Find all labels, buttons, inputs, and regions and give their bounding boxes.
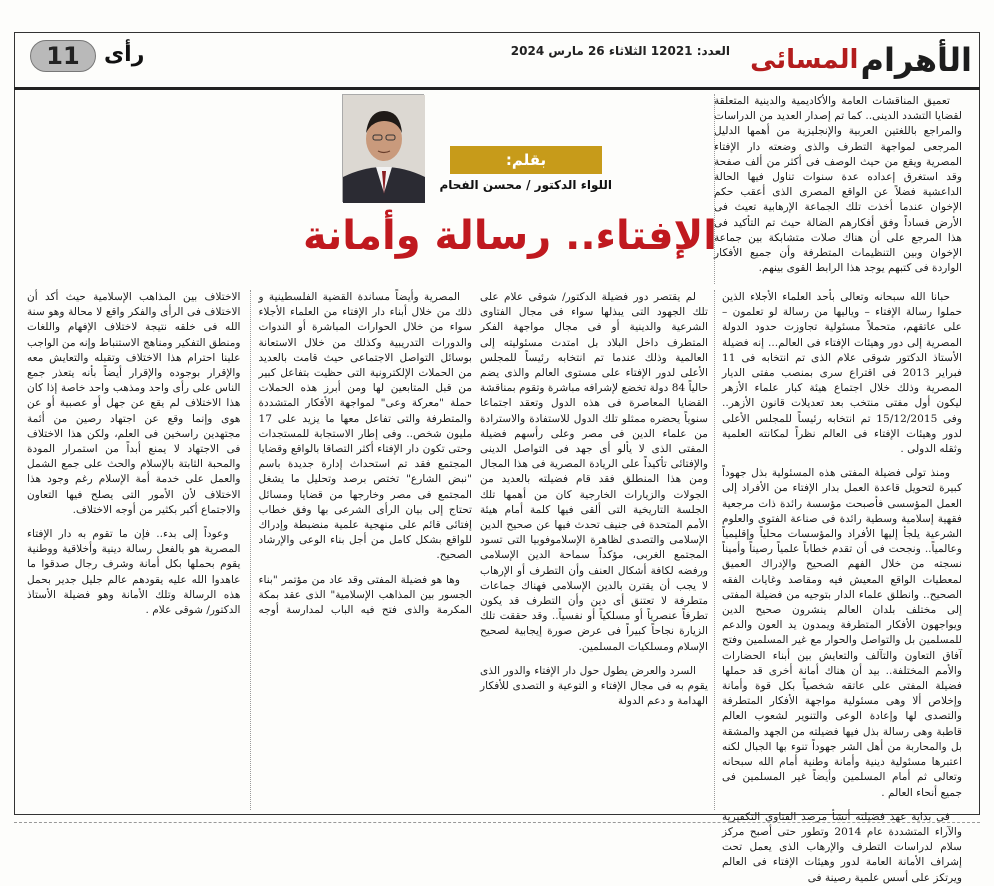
issue-date-line: العدد: 12021 الثلاثاء 26 مارس 2024 bbox=[510, 44, 730, 58]
article-column-right bbox=[722, 290, 962, 884]
article-column-top bbox=[714, 94, 962, 284]
article-column-left bbox=[27, 290, 472, 810]
masthead-logo bbox=[750, 38, 972, 82]
page-number: 11 bbox=[46, 42, 80, 70]
author-name: اللواء الدكتور / محسن الفحام bbox=[439, 178, 612, 192]
paragraph: لم يقتصر دور فضيلة الدكتور/ شوقى علام على تلك الجهود التى يبذلها سواء فى مجال الفتاوى الشرعية والدينية أو فى مجال مواجهة الفكر المتطرف داخل البلاد بل امتدت مسئوليته إلى العالمية وذلك عندما تم انتخابه رئيساً للمجلس الأعلى لدور الإفتاء على مستوى العالم والذى يضم حالياً 84 دولة تخضع لإشرافه مباشرة وتقوم بمناقشة القضايا المعاصرة فى هذه الدول وتعقد اجتماعا سنوياً يحضره ممثلو تلك الدول للاستفادة والاسترادة من علماء الدين فى مصر وعلى رأسهم فضيلة المفتى الذى لا يألو أى جهد فى التواصل الدينى والإفتائى تأكيداً على الريادة المصرية فى هذا المجال ومن هذا المنطلق فقد قام فضيلته بالعديد من الجولات والزيارات الخارجية كان من أهمها تلك الجلسة التاريخية التى ألقى فيها كلمة أمام هيئة الأمم المتحدة فى جنيف تحدث فيها عن صحيح الدين الإسلامى والتصدى لظاهرة الإسلاموفوبيا التى تسود المجتمع الغربى، مؤكداً سماحة الدين الإسلامى ورفضه لكافة أشكال العنف وأن التطرف أو الإرهاب لا يجب أن يقترن بالدين الإسلامى فهناك جماعات متطرفة لا تعتنق أى دين وأن التطرف قد يكون تطرفاً عنصرياً أو مسلكياً أو نفسياً.. وقد حققت تلك الزيارة نجاحاً كبيراً فى عرض صورة إيجابية لصحيح الإسلام ومسلكيات المسلمين. bbox=[480, 291, 708, 653]
paragraph: المصرية وأيضاً مساندة القضية الفلسطينية و ذلك من خلال أبناء دار الإفتاء من العلماء الأجلاء سواء من خلال الحوارات المباشرة أو الندوات والدورات التدريبية وكذلك من خلال الاستعانة بوسائل التواصل الاجتماعى حيث قامت بالعديد من الحملات الإلكترونية التى حظيت بتفاعل كبير من قبل المتابعين لها ومن أبرز هذه الحملات حملة "معركة وعى" لمواجهة الأفكار المتشددة والمتطرفة والتى تفاعل معها ما يزيد على 17 مليون شخص.. وفى إطار الاستجابة للمستجدات وحتى تكون دار الإفتاء أكثر التصاقا بالواقع وقضايا المجتمع فقد تم استحداث إدارة جديدة باسم "نبض الشارع" تختص برصد وتحليل ما يشغل المجتمع فى مصر وخارجها من قضايا ومسائل تحتاج إلى بيان الرأى الشرعى بها وفق خطاب إفتائى قائم على منهجية علمية منضبطة وإدراك للواقع بشكل كامل من أجل بناء الوعى والإرشاد الصحيح. bbox=[258, 291, 472, 562]
paragraph: ومنذ تولى فضيلة المفتى هذه المسئولية بذل جهوداً كبيرة لتحويل قاعدة العمل بدار الإفتاء من الأفراد إلى العمل المؤسسى فأصبحت مؤسسة رائدة ذات مرجعية فقهية إسلامية وسطية رائدة فى صناعة الفتوى والعلوم الشرعية يلجأ إليها الأفراد والمؤسسات محلياً وإقليمياً وعالمياً.. ونجحت فى أن تقدم خطاباً علمياً رصيناً وأميناً نسجته من خلال الفهم الصحيح والإدراك العميق لمعطيات الواقع المعيش فيه ومقاصد وغايات الفقه الصحيح.. وانطلق علماء الدار بتوجيه من فضيلة المفتى إلى مختلف بلدان العالم ينشرون صحيح الدين ويواجهون الأفكار المتطرفة ويمدون يد العون والدعم للمسلمين بل والتواصل والحوار مع غير المسلمين وفتح آفاق التعاون والتآلف والتعايش بين أبناء الحضارات والأمم المختلفة.. بيد أن هناك أمانة أخرى قد حملها فضيلة المفتى على عاتقه شخصياً بكل قوة وأمانة وإخلاص ألا وهى مسئولية مواجهة الأفكار المتطرفة والتصدى لها وإعادة الوعى والتنوير لشعوب العالم قاطبة وهى رسالة بذل فيها فضيلته من الجهد والمشقة بل والمحاربة من أهل الشر جهوداً تنوء بها الجبال لكنه اعتبرها مسئولية دينية وأمانة وطنية أمام الله سبحانه وتعالى ثم أمام المسلمين وأيضاً غير المسلمين فى جميع أنحاء العالم . bbox=[722, 467, 962, 799]
bottom-rule bbox=[14, 822, 980, 823]
paragraph: وعوداً إلى بدء.. فإن ما تقوم به دار الإفتاء المصرية هو بالفعل رسالة دينية وأخلاقية ووطنية يقوم بحملها بكل أمانة وشرف رجال صدقوا ما عاهدوا الله عليه يقودهم عالم جليل جدير بحمل هذه الرسالة وتلك الأمانة وهو فضيلة الأستاذ الدكتور/ شوقى علام . bbox=[27, 528, 241, 617]
paragraph: وها هو فضيلة المفتى وقد عاد من مؤتمر "بناء الجسور بين المذاهب الإسلامية" الذى عقد بمكة المكرمة والذى فتح فيه الباب لمدارسة أوجه الاختلاف بين المذاهب الإسلامية حيث أكد أن الاختلاف فى الرأى والفكر واقع لا محالة وهو سنة الله فى خلقه نتيجة لاختلاف الإفهام واللغات ومنطق التفكير ومناهج الاستنباط وإنه من الواجب علينا احترام هذا الاختلاف وتقبله والتعايش معه والإقرار بوجوده والإقرار أيضاً بأنه يتعذر جمع الناس على رأى واحد ومذهب واحد خاصة إذا كان هذا الاختلاف لم يقع عن جهل أو عصبية أو عن هوى وإنما وقع عن اجتهاد رصين من أئمة مجتهدين راسخين فى العلم، ولكن هذا الاختلاف فى الاجتهاد لا يمنع أبداً من استمرار المودة والمحبة الثابتة بالإسلام والحث على جمع الشمل والعمل على خدمة أمة الإسلام رغم وجود هذا الاختلاف لأن الأمور التى يصلح فيها التعاون والاجتماع أكبر بكثير من أوجه الاختلاف. bbox=[27, 291, 472, 617]
paragraph: تعميق المناقشات العامة والأكاديمية والدينية المتعلقة لقضايا التشدد الدينى.. كما تم إصدار العديد من الدراسات والمراجع باللغتين العربية والإنجليزية من أهمها الدليل المرجعى لمواجهة التطرف والذى وضعته دار الإفتاء المصرية ويقع من حيث الوصف فى أكثر من ألف صفحة وقد استغرق إعداده عدة سنوات تناول فيها الحالة الداعشية فضلاً عن الواقع المصرى الذى أعقب حكم الإخوان عندما أخذت تلك الجماعة الإرهابية تعيث فى الأرض فساداً وفق أفكارهم الضالة حيث تم التأكيد فى هذا المرجع على أن هناك صلات متشابكة بين جماعة الإخوان وبين التنظيمات المتطرفة وأن جميع الأفكار الواردة فى كتبهم يوجد هذا الرابط القوى بينهم. bbox=[714, 95, 962, 275]
masthead-brand: الأهرام bbox=[860, 41, 972, 79]
section-label: رأى bbox=[104, 42, 145, 67]
paragraph: حبانا الله سبحانه وتعالى بأحد العلماء الأجلاء الذين حملوا رسالة الإفتاء – وياليها من رسالة لو تعلمون – على عاتقهم، متحملاً مسئولية تجاوزت حدود الدولة المصرية إلى دور وهيئات الإفتاء فى العالم... إنه فضيلة الأستاذ الدكتور شوقى علام الذى تم انتخابه فى 11 فبراير 2013 فى اقتراع سرى بمنصب مفتى الديار المصرية وذلك خلال اجتماع هيئة كبار علماء الأزهر ليكون أول مفتى منتخب بعد تعديلات قانون الأزهر.. وفى 15/12/2015 تم انتخابه رئيساً للمجلس الأعلى لدور وهيئات الإفتاء فى العالم نظراً لمكانته العلمية وثقله الدولى . bbox=[722, 291, 962, 456]
article-headline: الإفتاء.. رسالة وأمانة bbox=[302, 213, 718, 259]
byline-label: بقلم: bbox=[450, 146, 602, 174]
masthead-sub: المسائى bbox=[750, 45, 859, 75]
paragraph: فى بداية عهد فضيلته أنشأ مرصد الفتاوى التكفيرية والآراء المتشددة عام 2014 وتطور حتى أصبح مركز سلام لدراسات التطرف والإرهاب الذى يعمل تحت إشراف الأمانة العامة لدور وهيئات الإفتاء فى العالم ويرتكز على أسس علمية رصينة فى bbox=[722, 810, 962, 884]
paragraph: السرد والعرض يطول حول دار الإفتاء والدور الذى يقوم به فى مجال الإفتاء و التوعية و التصدى للأفكار الهدامة و دعم الدولة bbox=[480, 664, 708, 708]
author-photo bbox=[342, 94, 424, 202]
article-column-middle bbox=[480, 290, 708, 810]
page-number-badge bbox=[30, 40, 96, 72]
author-portrait-icon bbox=[343, 95, 425, 203]
column-divider bbox=[714, 290, 715, 810]
